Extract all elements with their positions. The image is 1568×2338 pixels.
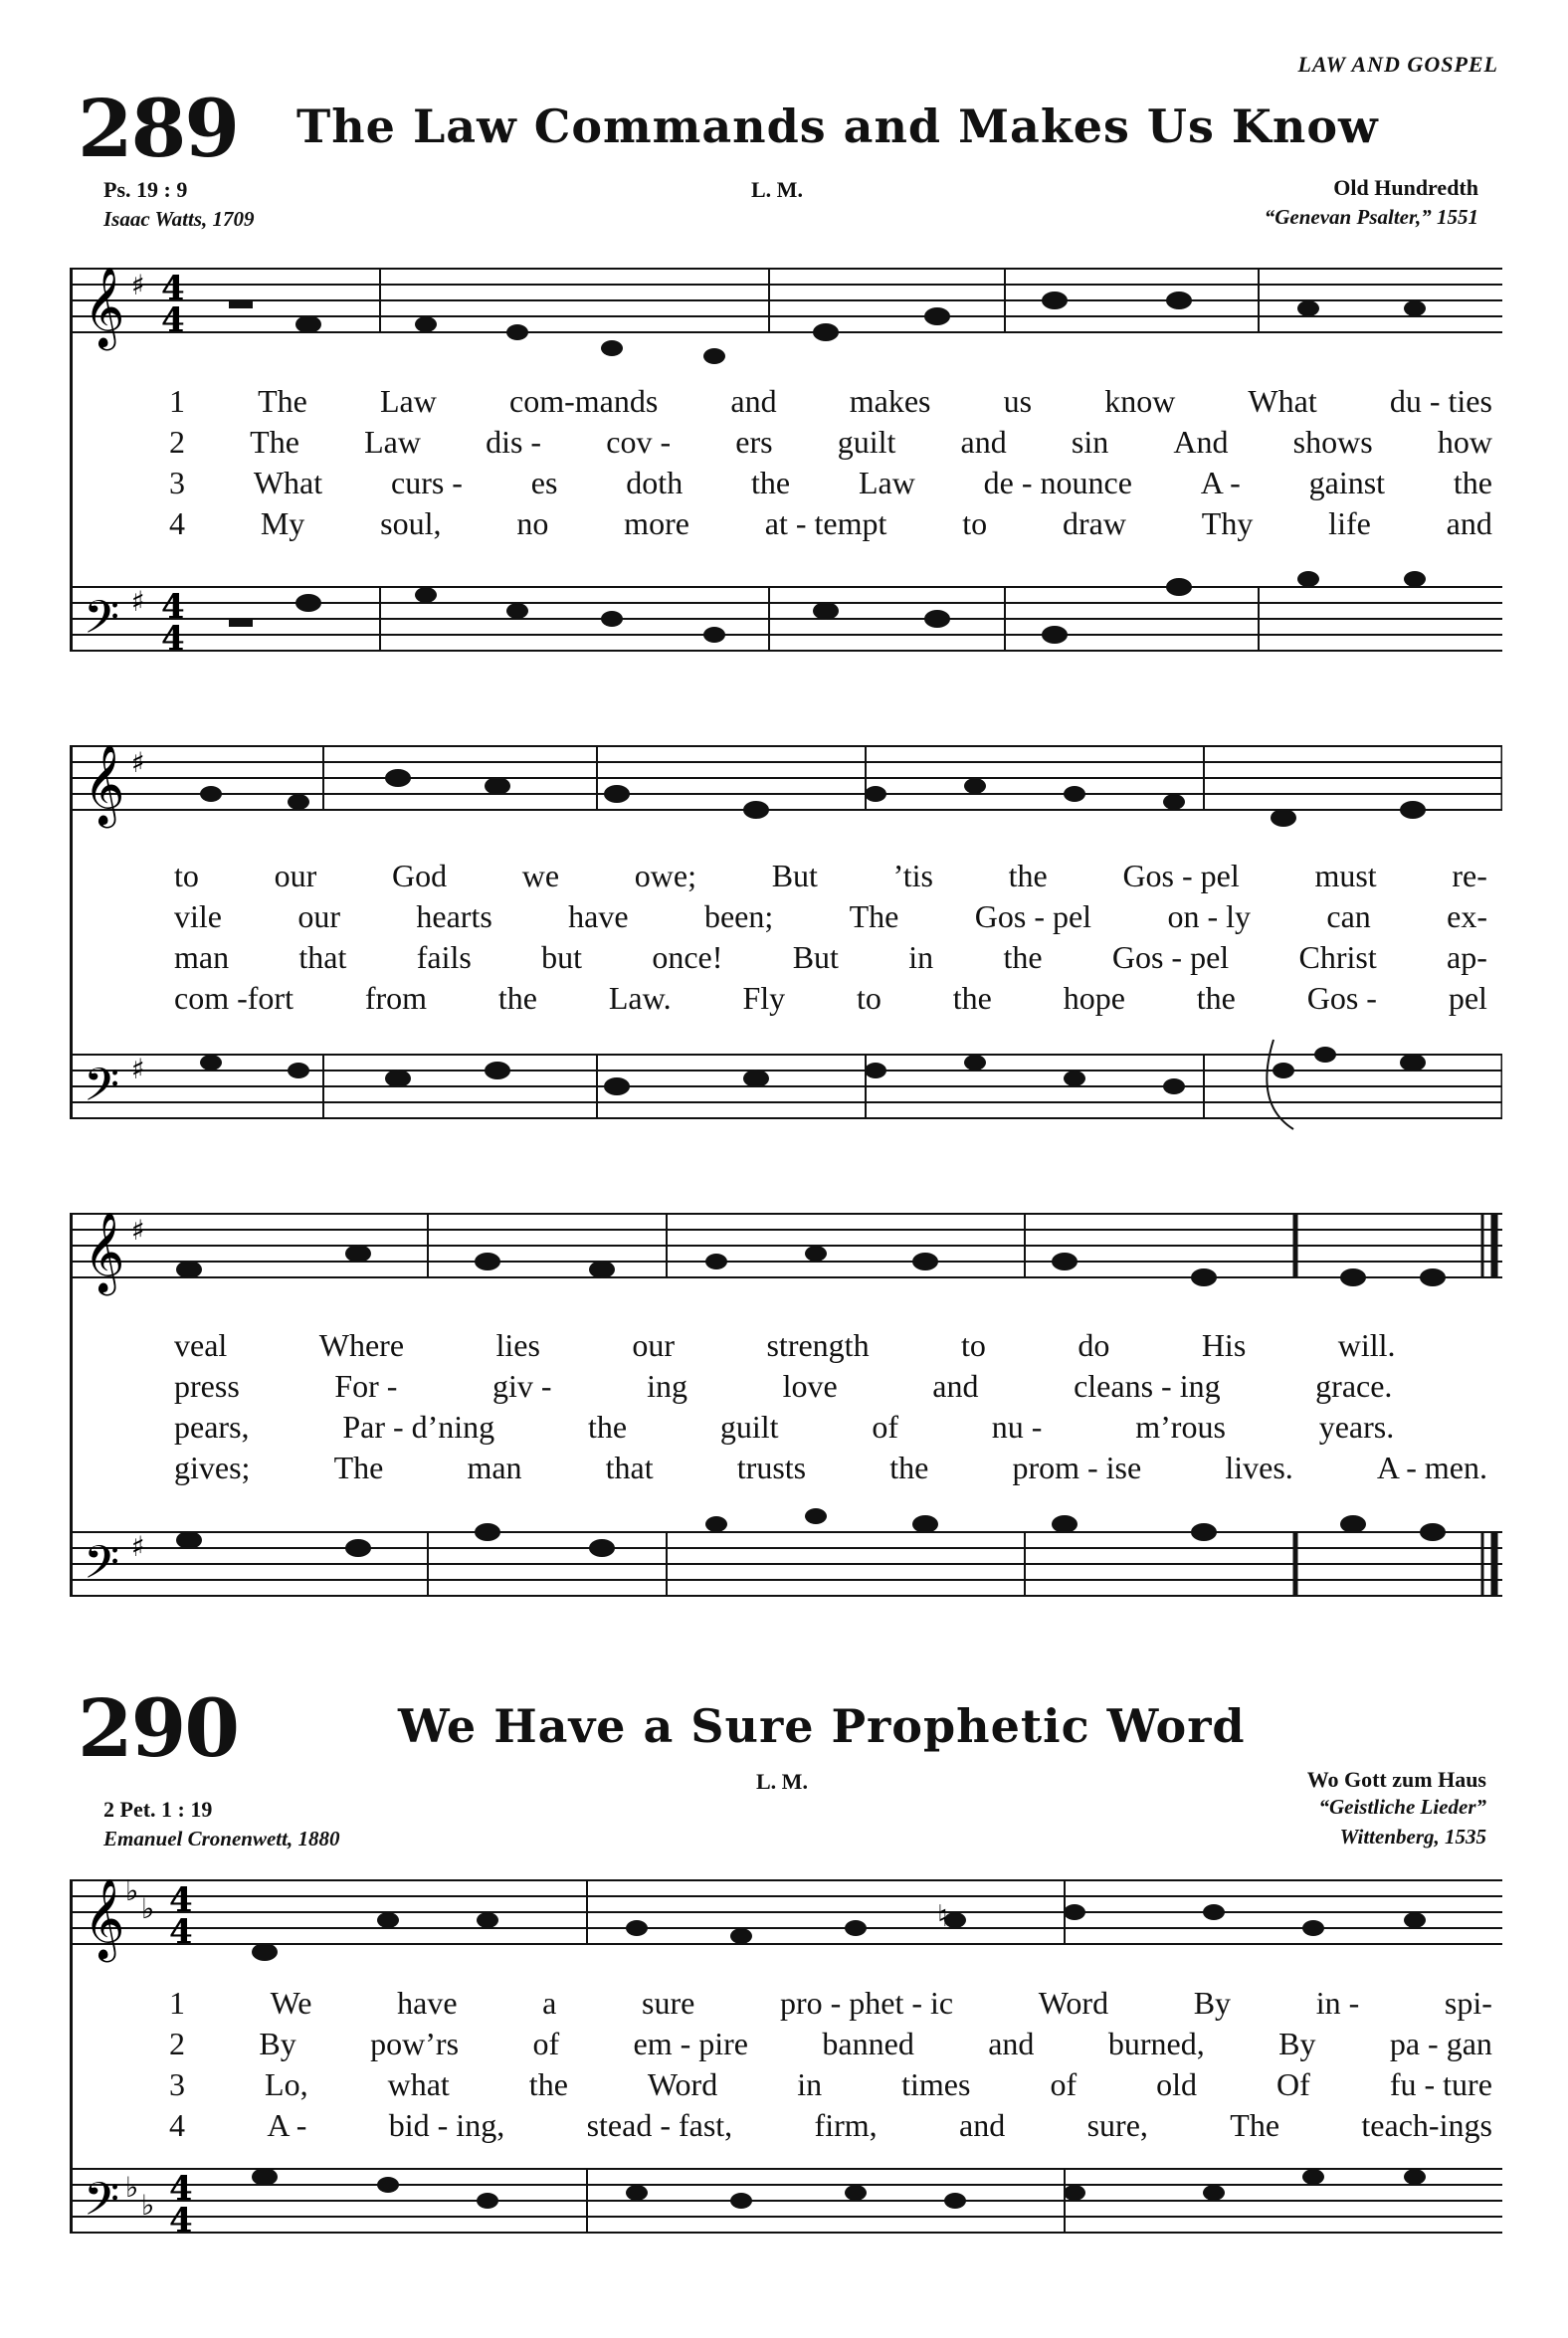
- text-author: Isaac Watts, 1709: [103, 207, 255, 231]
- tune-source: “Geistliche Lieder”: [1318, 1795, 1486, 1819]
- lyric-word: that: [298, 939, 347, 975]
- verse-number: 2: [169, 2026, 185, 2061]
- lyric-word: pears,: [174, 1409, 250, 1445]
- lyric-word: Word: [647, 2066, 718, 2102]
- lyric-word: The: [258, 383, 307, 419]
- lyric-word: the: [528, 2066, 568, 2102]
- lyric-word: gives;: [174, 1450, 251, 1485]
- hymn-title: The Law Commands and Makes Us Know: [296, 99, 1379, 153]
- lyric-word: shows: [1292, 424, 1373, 460]
- lyric-word: By: [1278, 2026, 1316, 2061]
- lyric-word: Gos - pel: [974, 898, 1092, 934]
- hymn-title: We Have a Sure Prophetic Word: [398, 1699, 1246, 1753]
- lyric-word: giv -: [492, 1368, 552, 1404]
- lyric-word: cov -: [606, 424, 672, 460]
- lyric-word: The: [333, 1450, 384, 1485]
- lyric-word: sin: [1071, 424, 1109, 460]
- svg-text:♭: ♭: [141, 1892, 155, 1925]
- hymn-number: 289: [78, 82, 238, 175]
- lyric-word: ’tis: [892, 858, 933, 893]
- lyric-word: Word: [1038, 1985, 1109, 2021]
- lyric-word: A - men.: [1376, 1450, 1487, 1485]
- svg-text:♯: ♯: [131, 585, 145, 618]
- svg-text:𝄞: 𝄞: [84, 266, 125, 347]
- lyric-word: the: [587, 1409, 628, 1445]
- lyric-word: sure: [642, 1985, 695, 2021]
- lyric-word: from: [364, 980, 428, 1016]
- lyric-word: do: [1078, 1327, 1110, 1363]
- lyric-word: Where: [318, 1327, 405, 1363]
- lyric-word: hearts: [416, 898, 492, 934]
- lyric-word: trusts: [736, 1450, 807, 1485]
- lyric-word: pel: [1448, 980, 1487, 1016]
- lyric-word: of: [532, 2026, 560, 2061]
- lyric-word: hope: [1063, 980, 1125, 1016]
- lyric-word: makes: [849, 383, 931, 419]
- lyric-word: bid - ing,: [388, 2107, 505, 2143]
- lyric-word: draw: [1062, 505, 1126, 541]
- lyric-word: us: [1003, 383, 1033, 419]
- lyric-word: Law: [364, 424, 421, 460]
- tune-source-place: Wittenberg, 1535: [1339, 1825, 1486, 1849]
- lyric-word: ex-: [1447, 898, 1487, 934]
- lyric-word: our: [274, 858, 317, 893]
- svg-text:♯: ♯: [131, 1214, 145, 1247]
- lyric-word: His: [1201, 1327, 1247, 1363]
- lyric-word: Law: [858, 465, 915, 500]
- lyric-word: been;: [703, 898, 774, 934]
- lyric-word: My: [260, 505, 305, 541]
- lyric-word: in: [908, 939, 934, 975]
- svg-text:4: 4: [161, 587, 185, 627]
- lyric-word: the: [497, 980, 537, 1016]
- lyric-word: the: [1003, 939, 1043, 975]
- lyric-word: spi-: [1444, 1985, 1492, 2021]
- lyric-word: and: [932, 1368, 979, 1404]
- lyric-word: and: [730, 383, 777, 419]
- lyric-word: have: [397, 1985, 458, 2021]
- lyric-word: Law: [380, 383, 437, 419]
- lyric-word: God: [391, 858, 448, 893]
- lyric-word: pro - phet - ic: [779, 1985, 954, 2021]
- lyric-word: teach-ings: [1361, 2107, 1492, 2143]
- lyric-word: com -fort: [174, 980, 294, 1016]
- lyric-word: ap-: [1447, 939, 1487, 975]
- lyric-word: fails: [416, 939, 472, 975]
- lyric-word: stead - fast,: [586, 2107, 733, 2143]
- lyric-word: of: [1050, 2066, 1078, 2102]
- lyric-word: For -: [334, 1368, 398, 1404]
- section-heading: LAW AND GOSPEL: [1297, 52, 1498, 77]
- lyric-word: the: [1008, 858, 1048, 893]
- lyric-word: sure,: [1086, 2107, 1148, 2143]
- lyric-word: em - pire: [633, 2026, 748, 2061]
- lyric-word: The: [849, 898, 899, 934]
- lyric-word: in: [797, 2066, 823, 2102]
- meter: L. M.: [751, 177, 803, 202]
- lyric-word: on - ly: [1167, 898, 1251, 934]
- lyric-word: the: [1453, 465, 1492, 500]
- lyric-word: strength: [766, 1327, 870, 1363]
- lyric-word: can: [1326, 898, 1371, 934]
- verse-number: 3: [169, 2066, 185, 2102]
- verse-number: 2: [169, 424, 185, 460]
- lyric-word: man: [174, 939, 230, 975]
- lyric-word: And: [1173, 424, 1229, 460]
- lyric-word: prom - ise: [1012, 1450, 1142, 1485]
- lyric-word: and: [1446, 505, 1492, 541]
- lyric-word: the: [1196, 980, 1236, 1016]
- lyric-word: to: [961, 1327, 986, 1363]
- lyric-word: know: [1104, 383, 1176, 419]
- lyric-word: Thy: [1201, 505, 1254, 541]
- svg-text:♭: ♭: [125, 2171, 139, 2204]
- svg-text:4: 4: [169, 2201, 193, 2241]
- svg-text:4: 4: [169, 1912, 193, 1952]
- lyric-word: love: [782, 1368, 838, 1404]
- verse-number: 3: [169, 465, 185, 500]
- lyric-word: lies: [495, 1327, 540, 1363]
- tune-source: “Genevan Psalter,” 1551: [1264, 205, 1478, 229]
- lyric-word: vile: [174, 898, 222, 934]
- lyric-word: Gos - pel: [1122, 858, 1240, 893]
- verse-number: 4: [169, 2107, 185, 2143]
- lyric-word: years.: [1318, 1409, 1395, 1445]
- lyric-word: Par - d’ning: [342, 1409, 495, 1445]
- scripture-reference: Ps. 19 : 9: [103, 177, 188, 202]
- lyric-word: and: [960, 424, 1007, 460]
- lyric-word: m’rous: [1135, 1409, 1226, 1445]
- lyric-word: but: [541, 939, 582, 975]
- lyric-word: grace.: [1315, 1368, 1393, 1404]
- lyric-word: veal: [174, 1327, 228, 1363]
- svg-text:♭: ♭: [141, 2189, 155, 2222]
- lyric-word: es: [530, 465, 558, 500]
- lyric-word: lives.: [1225, 1450, 1293, 1485]
- verse-number: 1: [169, 383, 185, 419]
- verse-number: 1: [169, 1985, 185, 2021]
- lyric-word: our: [297, 898, 341, 934]
- lyric-word: owe;: [634, 858, 696, 893]
- hymn-number: 290: [78, 1681, 238, 1775]
- lyric-word: the: [952, 980, 992, 1016]
- lyric-word: But: [792, 939, 839, 975]
- svg-text:♯: ♯: [131, 1530, 145, 1563]
- lyric-word: our: [632, 1327, 676, 1363]
- svg-text:4: 4: [169, 1880, 193, 1920]
- lyric-word: re-: [1452, 858, 1487, 893]
- lyric-word: have: [568, 898, 629, 934]
- lyric-word: the: [889, 1450, 929, 1485]
- svg-text:4: 4: [161, 619, 185, 659]
- lyric-word: firm,: [814, 2107, 878, 2143]
- lyric-word: fu - ture: [1389, 2066, 1492, 2102]
- svg-text:𝄞: 𝄞: [84, 743, 125, 825]
- lyric-word: But: [771, 858, 818, 893]
- lyric-word: dis -: [486, 424, 542, 460]
- lyric-word: cleans - ing: [1074, 1368, 1221, 1404]
- svg-text:♮: ♮: [937, 1899, 948, 1934]
- lyric-word: Law.: [608, 980, 672, 1016]
- svg-text:♭: ♭: [125, 1874, 139, 1907]
- lyric-word: and: [959, 2107, 1006, 2143]
- tune-name: Old Hundredth: [1333, 175, 1478, 200]
- scripture-reference: 2 Pet. 1 : 19: [103, 1797, 213, 1822]
- lyric-word: The: [1230, 2107, 1280, 2143]
- svg-text:𝄢: 𝄢: [84, 2173, 120, 2238]
- lyric-word: of: [872, 1409, 898, 1445]
- lyric-word: com-mands: [508, 383, 659, 419]
- svg-text:♯: ♯: [131, 1053, 145, 1085]
- tune-name: Wo Gott zum Haus: [1306, 1767, 1486, 1792]
- lyric-word: we: [521, 858, 560, 893]
- lyric-word: and: [988, 2026, 1035, 2061]
- verse-number: 4: [169, 505, 185, 541]
- lyric-word: Gos -: [1306, 980, 1377, 1016]
- lyric-word: the: [751, 465, 791, 500]
- lyric-word: Christ: [1298, 939, 1377, 975]
- lyric-word: no: [516, 505, 549, 541]
- lyric-word: must: [1314, 858, 1377, 893]
- svg-text:♯: ♯: [131, 746, 145, 779]
- lyric-word: A -: [267, 2107, 307, 2143]
- lyric-word: old: [1156, 2066, 1198, 2102]
- lyric-word: at - tempt: [764, 505, 887, 541]
- lyric-word: banned: [822, 2026, 914, 2061]
- lyric-word: The: [250, 424, 299, 460]
- lyric-word: gainst: [1308, 465, 1386, 500]
- lyric-word: guilt: [719, 1409, 779, 1445]
- lyric-word: Lo,: [265, 2066, 308, 2102]
- lyric-word: in -: [1315, 1985, 1360, 2021]
- lyric-word: soul,: [380, 505, 442, 541]
- lyric-word: What: [1248, 383, 1317, 419]
- lyric-word: pa - gan: [1389, 2026, 1492, 2061]
- lyric-word: ers: [735, 424, 773, 460]
- lyric-word: Fly: [742, 980, 786, 1016]
- lyric-word: By: [259, 2026, 296, 2061]
- lyric-word: pow’rs: [370, 2026, 460, 2061]
- lyric-word: times: [901, 2066, 971, 2102]
- lyric-word: doth: [626, 465, 684, 500]
- lyric-word: a: [542, 1985, 557, 2021]
- text-author: Emanuel Cronenwett, 1880: [103, 1827, 340, 1851]
- lyric-word: life: [1328, 505, 1371, 541]
- lyric-word: nu -: [991, 1409, 1043, 1445]
- lyric-word: Of: [1276, 2066, 1310, 2102]
- lyric-word: to: [857, 980, 882, 1016]
- lyric-word: how: [1437, 424, 1492, 460]
- lyric-word: that: [605, 1450, 654, 1485]
- lyric-word: burned,: [1107, 2026, 1205, 2061]
- lyric-word: A -: [1200, 465, 1241, 500]
- svg-text:4: 4: [161, 300, 185, 340]
- svg-text:𝄢: 𝄢: [84, 1059, 120, 1123]
- lyric-word: We: [270, 1985, 312, 2021]
- svg-text:𝄞: 𝄞: [84, 1877, 125, 1959]
- svg-text:𝄞: 𝄞: [84, 1211, 125, 1292]
- lyric-word: By: [1193, 1985, 1232, 2021]
- svg-text:♯: ♯: [131, 269, 145, 301]
- lyric-word: ing: [647, 1368, 688, 1404]
- meter: L. M.: [756, 1769, 808, 1794]
- lyric-word: more: [624, 505, 689, 541]
- lyric-word: will.: [1337, 1327, 1396, 1363]
- lyric-word: de - nounce: [983, 465, 1132, 500]
- lyric-word: what: [387, 2066, 450, 2102]
- lyric-word: to: [174, 858, 199, 893]
- svg-text:𝄢: 𝄢: [84, 591, 120, 656]
- lyric-word: What: [253, 465, 323, 500]
- lyric-word: du - ties: [1389, 383, 1492, 419]
- lyric-word: Gos - pel: [1111, 939, 1230, 975]
- lyric-word: curs -: [390, 465, 463, 500]
- lyric-word: once!: [652, 939, 723, 975]
- lyric-word: guilt: [837, 424, 896, 460]
- lyric-word: man: [467, 1450, 522, 1485]
- svg-text:4: 4: [161, 269, 185, 308]
- lyric-word: press: [174, 1368, 240, 1404]
- svg-text:4: 4: [169, 2169, 193, 2209]
- lyric-word: to: [962, 505, 988, 541]
- svg-text:𝄢: 𝄢: [84, 1536, 120, 1601]
